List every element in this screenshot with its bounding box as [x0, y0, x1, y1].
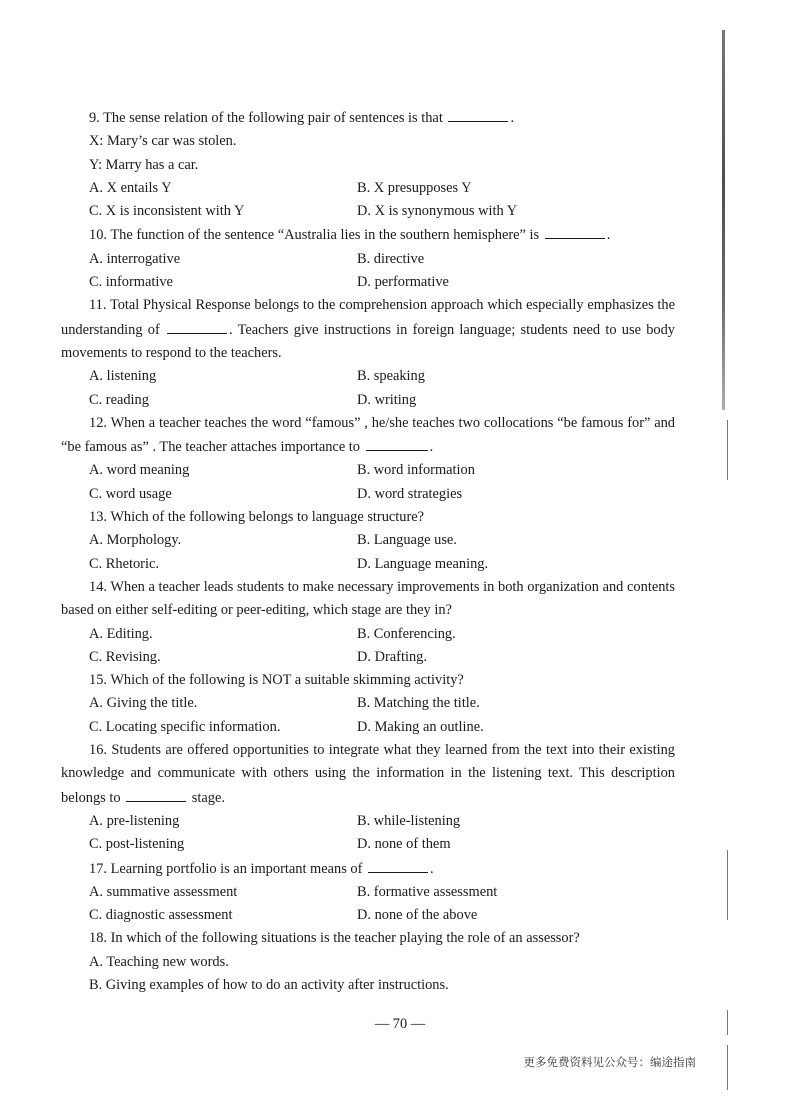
option-d: D. writing — [357, 391, 417, 408]
option-c: C. Revising. — [89, 648, 161, 665]
question-stem: Which of the following is NOT a suitable skimming activity? — [110, 672, 464, 689]
scan-edge-mark — [727, 420, 728, 480]
option-b: B. Language use. — [357, 532, 457, 549]
question-number: 11. — [89, 297, 107, 314]
option-a: A. X entails Y — [89, 179, 172, 196]
question-stem-end: . — [606, 227, 611, 244]
question-number: 17. — [89, 860, 107, 877]
footer-note: 更多免费资料见公众号：编途指南 — [523, 1055, 696, 1069]
option-c: C. word usage — [89, 485, 172, 502]
question-stem: Learning portfolio is an important means of — [110, 860, 363, 877]
scan-edge-mark — [727, 850, 728, 920]
question-12 — [61, 412, 675, 460]
question-stem: When a teacher leads students to make necessary improvements in both organization and contents based on either self-editing or peer-editing, which stage are they in? — [61, 578, 675, 619]
option-c: C. Locating specific information. — [89, 718, 281, 735]
option-b: B. Conferencing. — [357, 625, 456, 642]
question-stem-end: . Teachers give instructions in foreign language; students need to use body movements to respond to the teachers. — [61, 321, 675, 361]
option-b: B. while-listening — [357, 812, 461, 829]
question-stem-end: stage. — [191, 789, 225, 806]
option-row — [61, 553, 675, 576]
option-d: D. Drafting. — [357, 648, 427, 665]
question-16 — [61, 739, 675, 810]
question-stem: Total Physical Response belongs to the comprehension approach which especially emphasizes the understanding of — [61, 297, 675, 338]
option-d: D. X is synonymous with Y — [357, 203, 518, 220]
question-number: 9. — [89, 110, 100, 126]
option-b: B. Matching the title. — [357, 695, 480, 712]
option-a: A. Morphology. — [89, 532, 182, 549]
option-b: B. speaking — [357, 368, 425, 385]
option-c: C. X is inconsistent with Y — [89, 203, 245, 220]
question-14 — [61, 576, 675, 623]
question-stem: When a teacher teaches the word “famous” , he/she teaches two collocations “be famous for” and “be famous as” . The teacher attaches importance to — [61, 414, 675, 456]
option-row — [61, 716, 675, 739]
option-row — [61, 810, 675, 833]
option-c: C. informative — [89, 274, 173, 291]
option-b: B. word information — [357, 462, 475, 479]
question-number: 15. — [89, 672, 107, 689]
option-a: A. Giving the title. — [89, 695, 198, 712]
option-b: B. formative assessment — [357, 883, 498, 900]
option-a: A. word meaning — [89, 462, 190, 479]
option-row — [61, 692, 675, 715]
option-d: D. none of the above — [357, 907, 478, 924]
option-c: C. reading — [89, 391, 149, 408]
option-d: D. none of them — [357, 836, 451, 853]
question-15 — [61, 669, 675, 692]
question-stem: Which of the following belongs to language structure? — [110, 509, 425, 526]
answer-blank — [448, 106, 508, 122]
option-row — [61, 529, 675, 552]
question-number: 13. — [89, 509, 107, 526]
answer-blank — [126, 786, 186, 802]
option-b: B. X presupposes Y — [357, 179, 472, 196]
scan-edge-mark — [722, 30, 725, 410]
option-a: A. Teaching new words. — [89, 953, 229, 970]
question-11 — [61, 294, 675, 365]
scan-edge-mark — [727, 1045, 728, 1090]
option-row — [61, 177, 675, 200]
option-c: C. diagnostic assessment — [89, 907, 233, 924]
answer-blank — [545, 223, 605, 239]
option-d: D. Language meaning. — [357, 555, 489, 572]
option-row — [61, 646, 675, 669]
question-number: 18. — [89, 930, 107, 947]
sentence-y: Y: Marry has a car. — [89, 156, 199, 173]
question-list — [61, 106, 675, 997]
question-18 — [61, 927, 675, 950]
question-stem: In which of the following situations is the teacher playing the role of an assessor? — [110, 930, 580, 947]
option-a: A. summative assessment — [89, 883, 238, 900]
option-row — [61, 271, 675, 294]
option-a: A. listening — [89, 368, 157, 385]
option-row — [61, 365, 675, 388]
question-number: 16. — [89, 742, 107, 759]
question-stem: Students are offered opportunities to integrate what they learned from the text into their existing knowledge and communicate with others using the information in the listening text. This description belongs to — [61, 742, 675, 806]
option-row — [61, 200, 675, 223]
question-9 — [61, 106, 675, 130]
page-number: — 70 — — [374, 1016, 426, 1032]
option-row — [61, 833, 675, 856]
option-row — [61, 483, 675, 506]
option-row — [61, 389, 675, 412]
option-row — [61, 248, 675, 271]
option-row — [61, 459, 675, 482]
question-stem: The function of the sentence “Australia lies in the southern hemisphere” is — [110, 227, 540, 244]
option-d: D. word strategies — [357, 485, 463, 502]
option-b: B. directive — [357, 250, 425, 267]
answer-blank — [366, 435, 428, 451]
option-a: A. Editing. — [89, 625, 153, 642]
sentence-x: X: Mary’s car was stolen. — [89, 133, 237, 150]
option-row — [61, 904, 675, 927]
question-stem: The sense relation of the following pair of sentences is that — [103, 110, 443, 126]
question-10 — [61, 223, 675, 247]
option-d: D. Making an outline. — [357, 718, 484, 735]
option-d: D. performative — [357, 274, 449, 291]
question-number: 10. — [89, 227, 107, 244]
option-c: C. Rhetoric. — [89, 555, 159, 572]
question-13 — [61, 506, 675, 529]
question-stem-end: . — [430, 860, 434, 877]
question-number: 14. — [89, 578, 107, 595]
option-b: B. Giving examples of how to do an activity after instructions. — [89, 976, 449, 993]
option-row — [61, 881, 675, 904]
answer-blank — [368, 857, 428, 873]
question-stem-end: . — [510, 110, 515, 126]
option-c: C. post-listening — [89, 836, 185, 853]
option-a: A. pre-listening — [89, 812, 180, 829]
option-row — [61, 623, 675, 646]
answer-blank — [167, 318, 227, 334]
question-stem-end: . — [429, 439, 434, 456]
question-number: 12. — [89, 414, 107, 431]
question-17 — [61, 857, 675, 881]
option-a: A. interrogative — [89, 250, 181, 267]
